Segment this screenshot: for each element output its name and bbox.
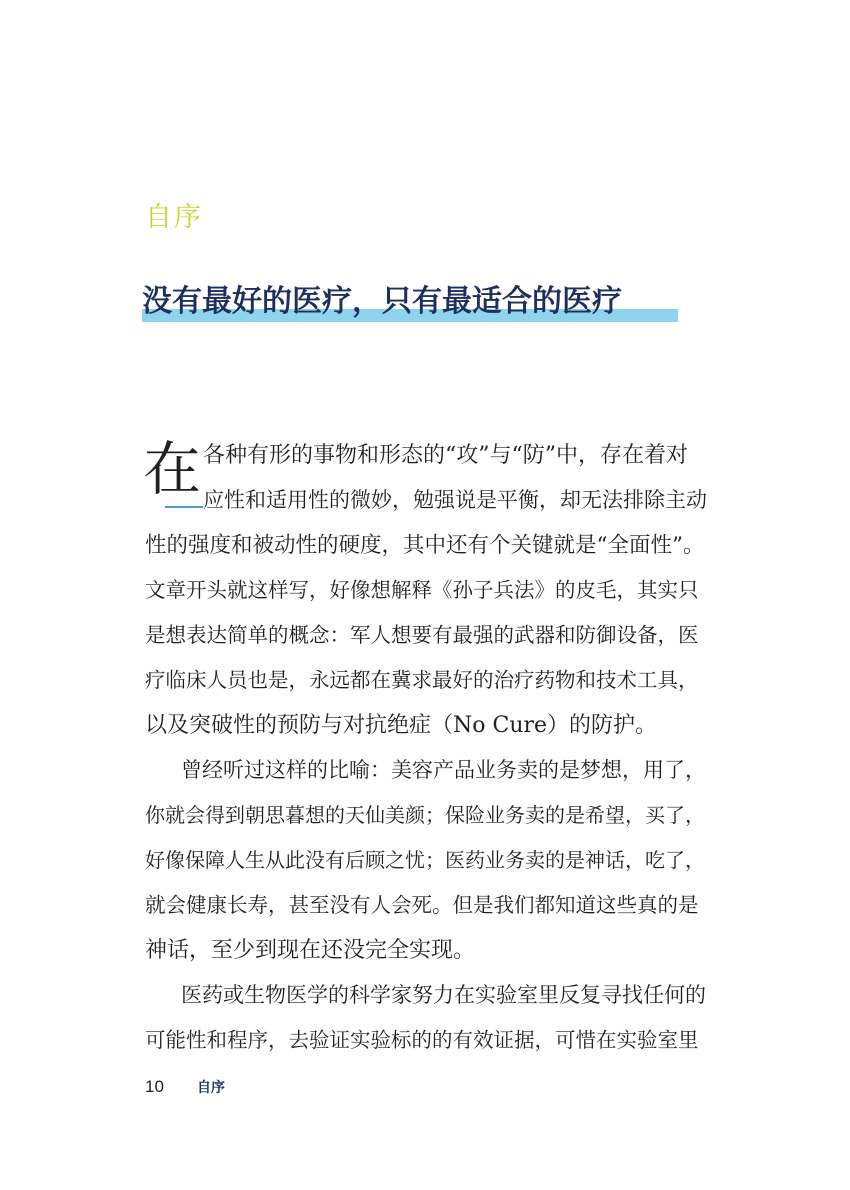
body-line: 性的强度和被动性的硬度，其中还有个关键就是“全面性”。 <box>145 533 705 558</box>
body-text <box>145 433 711 1063</box>
body-line: 以及突破性的预防与对抗绝症（No Cure）的防护。 <box>145 713 658 738</box>
page-footer <box>145 1077 225 1097</box>
body-line: 各种有形的事物和形态的“攻”与“防”中，存在着对 <box>203 443 688 468</box>
body-line: 好像保障人生从此没有后顾之忧；医药业务卖的是神话，吃了， <box>145 848 705 872</box>
body-line: 文章开头就这样写，好像想解释《孙子兵法》的皮毛，其实只 <box>145 578 699 602</box>
body-line: 曾经听过这样的比喻：美容产品业务卖的是梦想，用了， <box>181 758 706 782</box>
body-line: 是想表达简单的概念：军人想要有最强的武器和防御设备，医 <box>145 623 699 647</box>
body-line: 疗临床人员也是，永远都在冀求最好的治疗药物和技术工具， <box>145 668 699 692</box>
body-line: 可能性和程序，去验证实验标的的有效证据，可惜在实验室里 <box>145 1028 699 1052</box>
drop-cap: 在 <box>143 435 202 503</box>
body-line: 就会健康长寿，甚至没有人会死。但是我们都知道这些真的是 <box>145 893 699 917</box>
section-label: 自序 <box>145 202 203 233</box>
body-line: 应性和适用性的微妙，勉强说是平衡，却无法排除主动 <box>203 488 707 512</box>
chapter-title: 没有最好的医疗，只有最适合的医疗 <box>142 284 622 319</box>
body-line: 神话，至少到现在还没完全实现。 <box>145 938 476 963</box>
chapter-title-block <box>142 282 678 326</box>
page-number: 10 <box>145 1077 164 1096</box>
footer-section-label: 自序 <box>197 1080 225 1096</box>
body-line: 你就会得到朝思暮想的天仙美颜；保险业务卖的是希望，买了， <box>145 803 705 827</box>
body-line: 医药或生物医学的科学家努力在实验室里反复寻找任何的 <box>181 983 706 1007</box>
